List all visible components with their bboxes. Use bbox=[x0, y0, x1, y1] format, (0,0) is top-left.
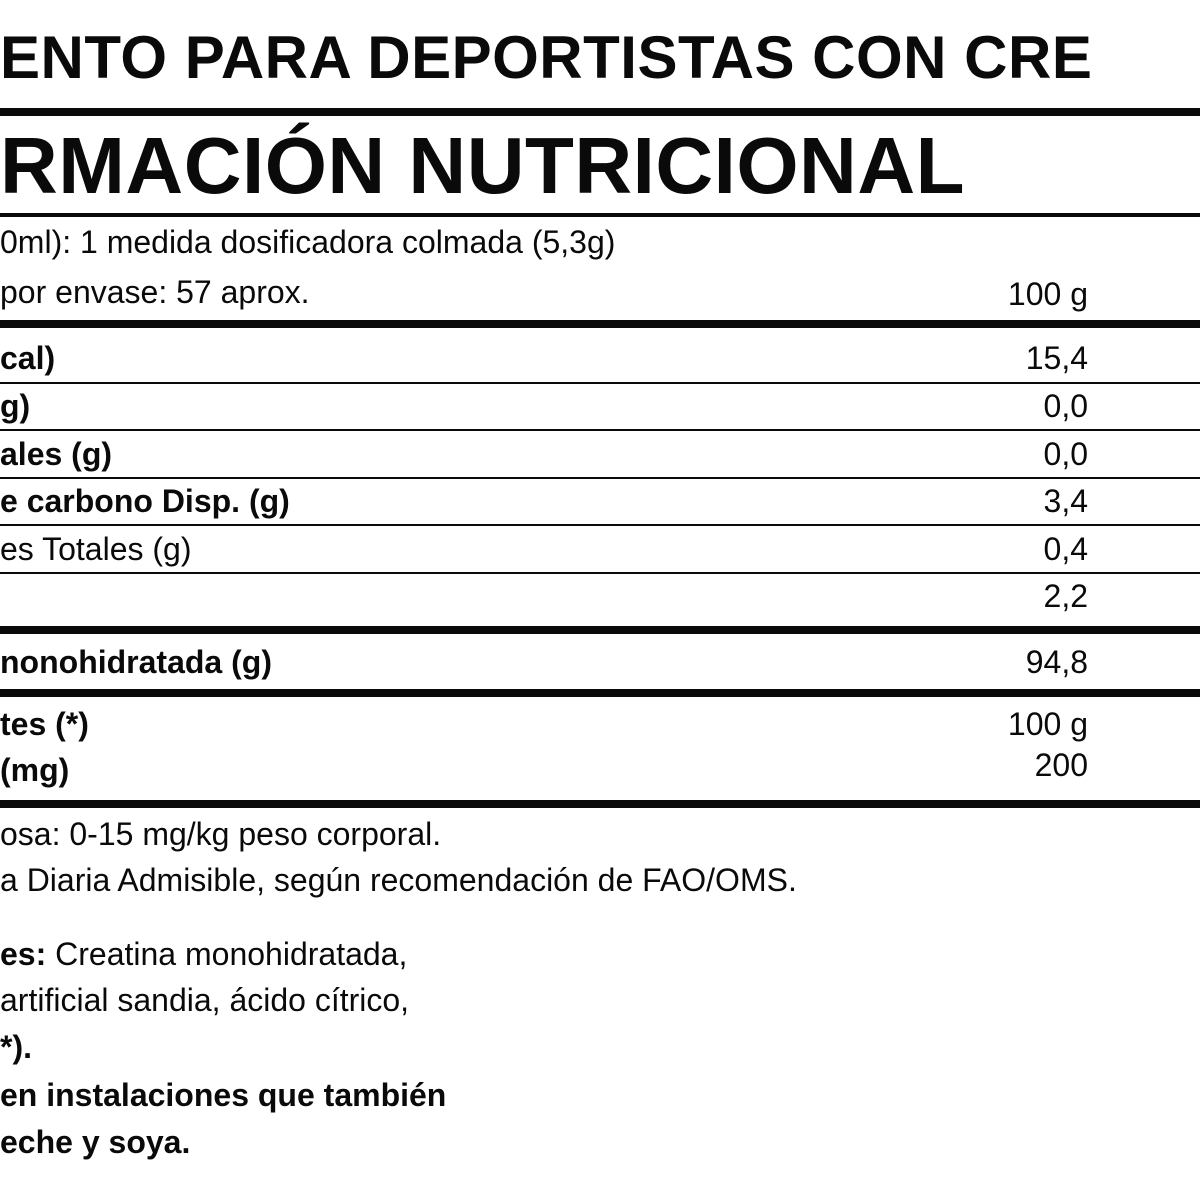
row-divider bbox=[0, 429, 1200, 431]
divider-thick bbox=[0, 320, 1200, 328]
allergen-warning-line-1: en instalaciones que también bbox=[0, 1077, 447, 1113]
nutrient-label-fat: ales (g) bbox=[0, 436, 113, 472]
nutrient-label-protein: g) bbox=[0, 388, 31, 424]
divider-thick bbox=[0, 800, 1200, 808]
section-title: RMACIÓN NUTRICIONAL bbox=[0, 121, 965, 210]
sweeteners-value: 100 g bbox=[1007, 706, 1088, 742]
sucralose-value: 200 bbox=[1034, 747, 1088, 783]
allergen-warning-line-2: eche y soya. bbox=[0, 1124, 191, 1160]
nutrient-label-carbs: e carbono Disp. (g) bbox=[0, 483, 290, 519]
row-divider bbox=[0, 572, 1200, 574]
product-title: ENTO PARA DEPORTISTAS CON CRE bbox=[0, 24, 1093, 91]
divider-thick bbox=[0, 689, 1200, 697]
ida-note: osa: 0-15 mg/kg peso corporal. bbox=[0, 816, 442, 852]
column-header: 100 g bbox=[1007, 276, 1088, 312]
servings-per-container: por envase: 57 aprox. bbox=[0, 274, 310, 310]
ingredients-line-1 bbox=[0, 934, 407, 974]
ingredients-line-3: *). bbox=[0, 1029, 32, 1065]
ingredients-label: es: bbox=[0, 936, 47, 972]
row-divider bbox=[0, 524, 1200, 526]
sucralose-label: (mg) bbox=[0, 752, 70, 788]
creatine-value: 94,8 bbox=[1025, 644, 1088, 680]
row-divider bbox=[0, 382, 1200, 384]
nutrient-value-sodium: 2,2 bbox=[1043, 578, 1088, 614]
nutrient-value-protein: 0,0 bbox=[1043, 388, 1088, 424]
nutrient-value-energy: 15,4 bbox=[1025, 340, 1088, 376]
nutrient-value-carbs: 3,4 bbox=[1043, 483, 1088, 519]
ingredients-line-2: artificial sandia, ácido cítrico, bbox=[0, 982, 410, 1018]
divider-thick bbox=[0, 108, 1200, 116]
nutrient-label-sugars: es Totales (g) bbox=[0, 531, 192, 567]
nutrient-value-sugars: 0,4 bbox=[1043, 531, 1088, 567]
divider-thick bbox=[0, 626, 1200, 634]
nutrient-value-fat: 0,0 bbox=[1043, 436, 1088, 472]
serving-portion: 0ml): 1 medida dosificadora colmada (5,3g) bbox=[0, 224, 616, 260]
ingredients-text: Creatina monohidratada, bbox=[46, 936, 408, 972]
fao-note: a Diaria Admisible, según recomendación de FAO/OMS. bbox=[0, 862, 797, 898]
row-divider bbox=[0, 477, 1200, 479]
divider bbox=[0, 213, 1200, 217]
nutrient-label-energy: cal) bbox=[0, 340, 56, 376]
sweeteners-label: tes (*) bbox=[0, 706, 89, 742]
creatine-label: nonohidratada (g) bbox=[0, 644, 272, 680]
